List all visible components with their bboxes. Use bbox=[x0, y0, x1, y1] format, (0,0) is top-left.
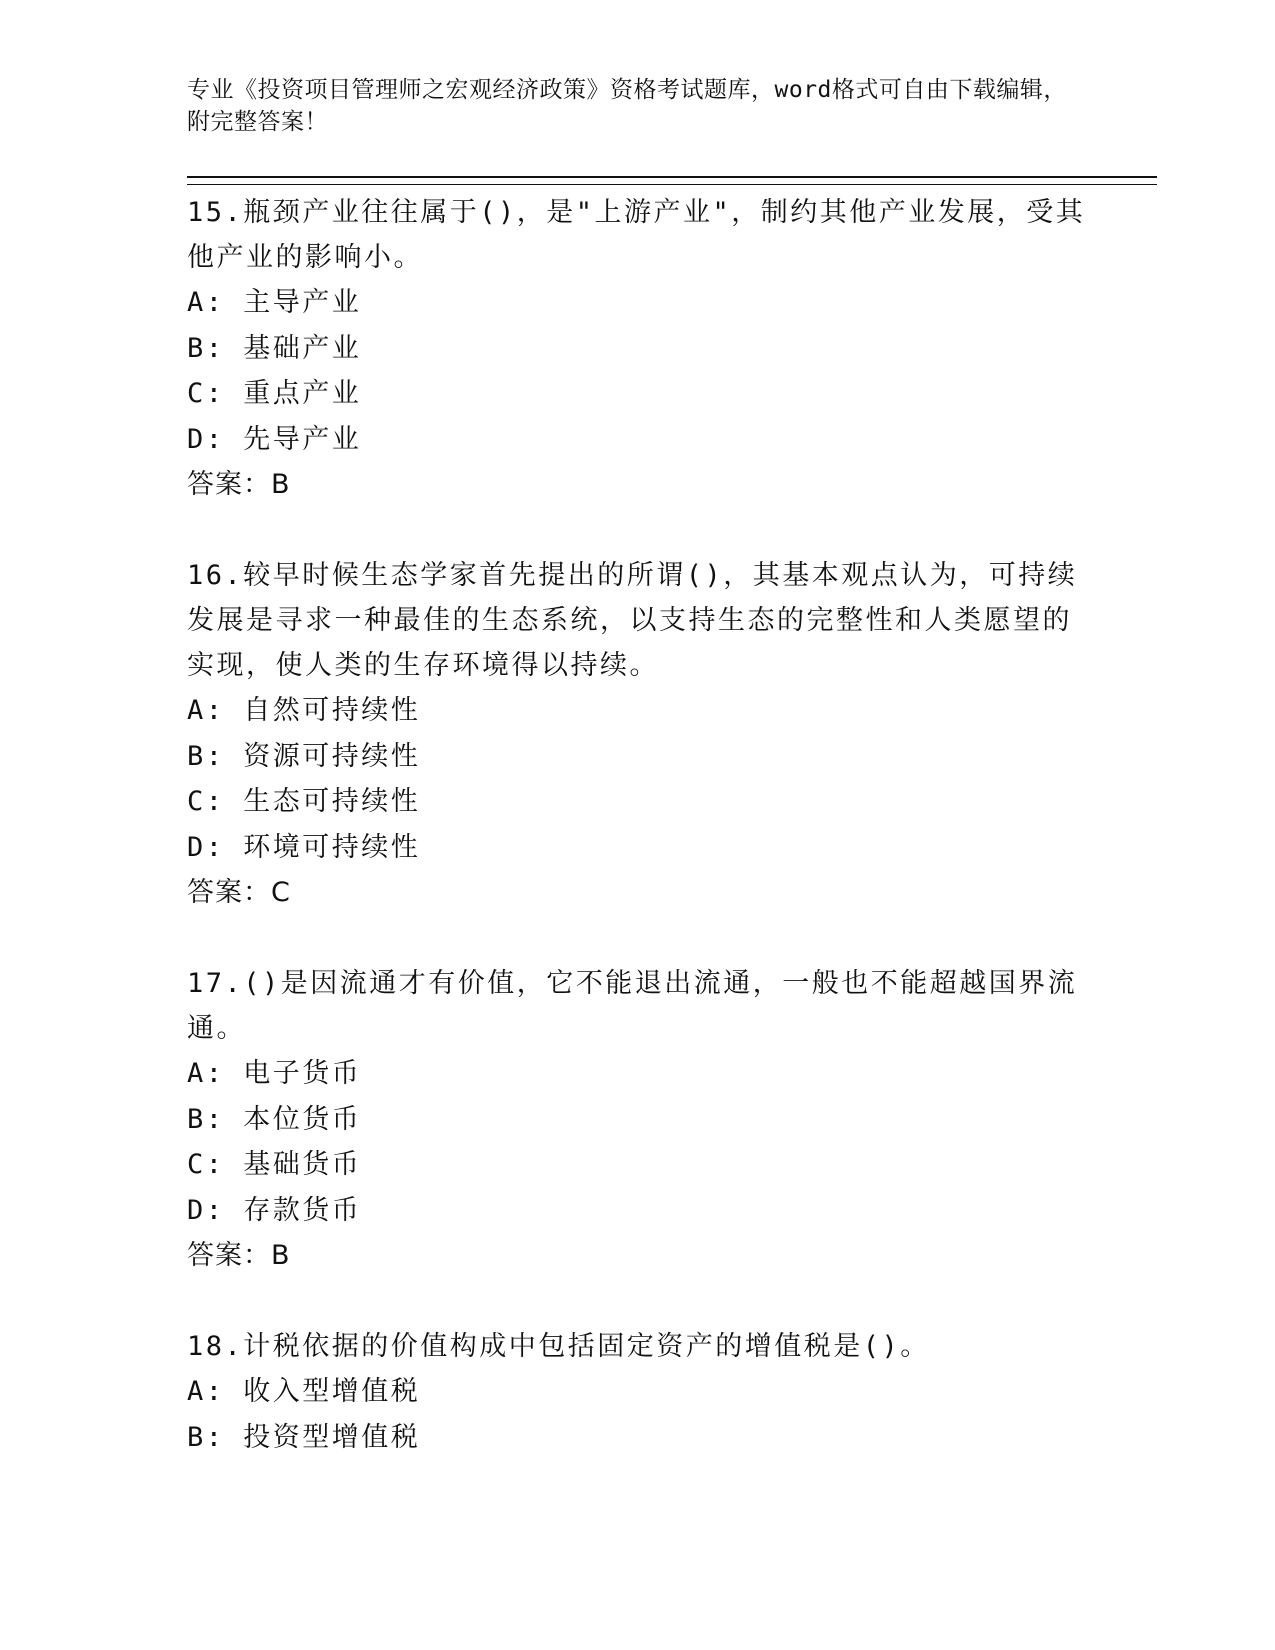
question-18 bbox=[187, 1324, 1087, 1460]
option-list bbox=[187, 1369, 1087, 1460]
option-list bbox=[187, 1051, 1087, 1233]
question-17 bbox=[187, 961, 1087, 1278]
question-text: 18.计税依据的价值构成中包括固定资产的增值税是()。 bbox=[187, 1331, 930, 1362]
option-b: B: 本位货币 bbox=[187, 1103, 362, 1135]
question-text: 16.较早时候生态学家首先提出的所谓()，其基本观点认为，可持续发展是寻求一种最佳的生态系统，以支持生态的完整性和人类愿望的实现，使人类的生存环境得以持续。 bbox=[187, 560, 1078, 681]
option-a: A: 自然可持续性 bbox=[187, 695, 421, 726]
option-a: A: 收入型增值税 bbox=[187, 1376, 421, 1407]
option-b: B: 投资型增值税 bbox=[187, 1421, 421, 1453]
option-a: A: 电子货币 bbox=[187, 1058, 362, 1089]
document-header: 专业《投资项目管理师之宏观经济政策》资格考试题库，word格式可自由下载编辑，附完整答案！ bbox=[187, 77, 1067, 135]
option-d: D: 环境可持续性 bbox=[187, 831, 421, 863]
option-d: D: 存款货币 bbox=[187, 1194, 362, 1226]
option-d: D: 先导产业 bbox=[187, 423, 362, 455]
option-b: B: 基础产业 bbox=[187, 332, 362, 364]
option-list bbox=[187, 280, 1087, 462]
answer: 答案：B bbox=[187, 1240, 291, 1271]
question-16 bbox=[187, 553, 1087, 915]
question-15 bbox=[187, 190, 1087, 507]
option-a: A: 主导产业 bbox=[187, 287, 362, 318]
option-c: C: 基础货币 bbox=[187, 1149, 362, 1180]
option-c: C: 重点产业 bbox=[187, 378, 362, 409]
option-c: C: 生态可持续性 bbox=[187, 786, 421, 817]
option-b: B: 资源可持续性 bbox=[187, 740, 421, 772]
question-text: 17.()是因流通才有价值，它不能退出流通，一般也不能超越国界流通。 bbox=[187, 968, 1078, 1044]
question-text: 15.瓶颈产业往往属于()，是"上游产业"，制约其他产业发展，受其他产业的影响小。 bbox=[187, 197, 1086, 273]
question-list bbox=[187, 190, 1087, 1506]
answer: 答案：B bbox=[187, 469, 291, 500]
header-divider bbox=[187, 176, 1157, 185]
answer: 答案：C bbox=[187, 877, 291, 908]
option-list bbox=[187, 688, 1087, 870]
